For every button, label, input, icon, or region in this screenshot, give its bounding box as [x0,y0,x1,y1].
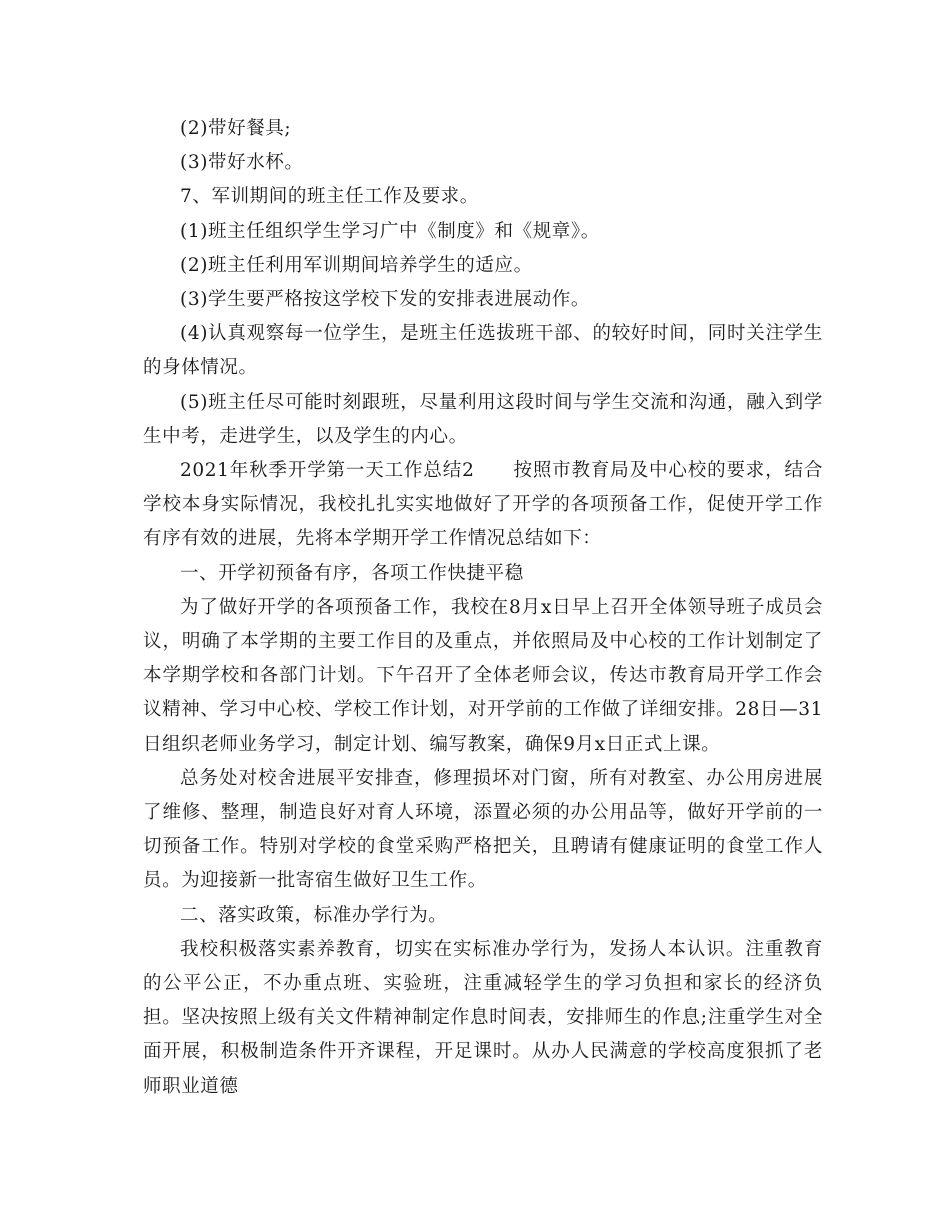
paragraph: (1)班主任组织学生学习广中《制度》和《规章》。 [180,220,600,242]
paragraph: 2021年秋季开学第一天工作总结2 按照市教育局及中心校的要求，结合学校本身实际情况，我校扎扎实实地做好了开学的各项预备工作，促使开学工作有序有效的进展，先将本学期开学工作情况总结如下： [143,460,823,550]
paragraph: 我校积极落实素养教育，切实在实标准办学行为，发扬人本认识。注重教育的公平公正，不办重点班、实验班，注重减轻学生的学习负担和家长的经济负担。坚决按照上级有关文件精神制定作息时间表，安排师生的作息;注重学生对全面开展，积极制造条件开齐课程，开足课时。从办人民满意的学校高度狠抓了老师职业道德 [143,938,823,1097]
paragraph: 总务处对校舍进展平安排查，修理损坏对门窗，所有对教室、办公用房进展了维修、整理，制造良好对育人环境，添置必须的办公用品等，做好开学前的一切预备工作。特别对学校的食堂采购严格把关，且聘请有健康证明的食堂工作人员。为迎接新一批寄宿生做好卫生工作。 [143,767,823,892]
paragraph: (3)带好水杯。 [180,152,304,174]
paragraph: 为了做好开学的各项预备工作，我校在8月x日早上召开全体领导班子成员会议，明确了本学期的主要工作目的及重点，并依照局及中心校的工作计划制定了本学期学校和各部门计划。下午召开了全体老师会议，传达市教育局开学工作会议精神、学习中心校、学校工作计划，对开学前的工作做了详细安排。28日—31日组织老师业务学习，制定计划、编写教案，确保9月x日正式上课。 [143,596,823,755]
paragraph: (3)学生要严格按这学校下发的安排表进展动作。 [180,289,591,311]
section-heading: 二、落实政策，标准办学行为。 [180,904,448,926]
section-heading: 一、开学初预备有序，各项工作快捷平稳 [180,562,524,584]
paragraph: (5)班主任尽可能时刻跟班，尽量利用这段时间与学生交流和沟通，融入到学生中考，走进学生，以及学生的内心。 [143,391,823,447]
paragraph: (4)认真观察每一位学生，是班主任选拔班干部、的较好时间，同时关注学生的身体情况。 [143,323,823,379]
paragraph: 7、军训期间的班主任工作及要求。 [180,186,479,208]
paragraph: (2)班主任利用军训期间培养学生的适应。 [180,254,533,276]
document-body [143,112,823,1104]
paragraph: (2)带好餐具; [180,118,292,139]
